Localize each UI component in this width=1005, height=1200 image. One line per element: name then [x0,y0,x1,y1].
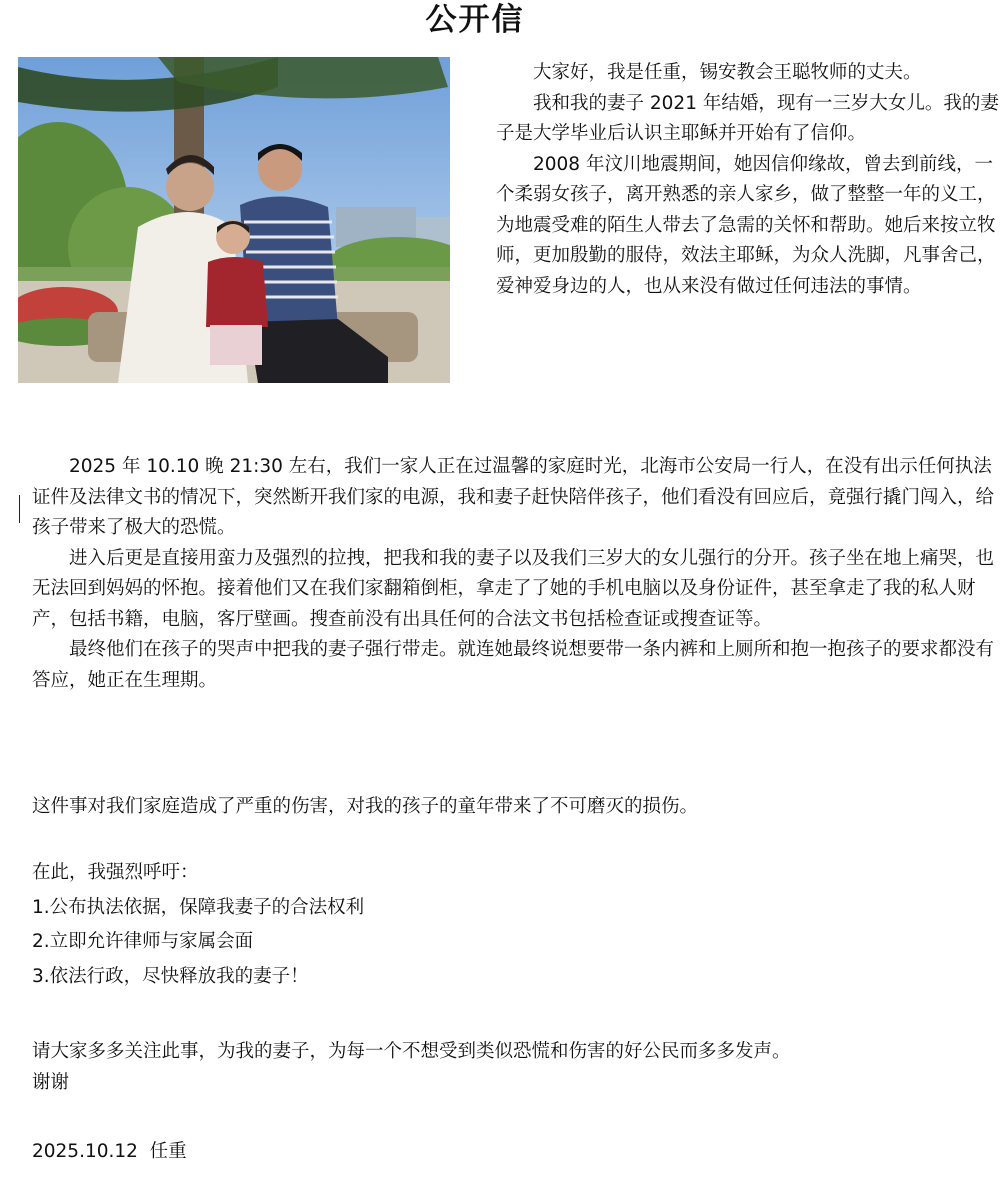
intro-background: 2008 年汶川地震期间，她因信仰缘故，曾去到前线，一个柔弱女孩子，离开熟悉的亲人家乡，做了整整一年的义工，为地震受难的陌生人带去了急需的关怀和帮助。她后来按立牧师，更加殷勤的服侍，效法主耶稣，为众人洗脚，凡事舍己，爱神爱身边的人，也从来没有做过任何违法的事情。 [496,153,996,297]
appeal-item: 1.公布执法依据，保障我妻子的合法权利 [32,896,365,918]
signature-line: 2025.10.12 任重 [32,1141,187,1162]
appeal-section [32,858,994,992]
family-photo [18,57,450,383]
family-photo-image [18,57,450,383]
appeal-intro: 在此，我强烈呼吁： [32,862,199,883]
appeal-item: 3.依法行政，尽快释放我的妻子！ [32,965,309,987]
intro-greeting: 大家好，我是任重，锡安教会王聪牧师的丈夫。 [533,62,922,83]
thanks-text: 谢谢 [32,1071,70,1093]
harm-statement: 这件事对我们家庭造成了严重的伤害，对我的孩子的童年带来了不可磨灭的损伤。 [32,796,699,817]
intro-text [496,58,1000,302]
text-cursor-mark [19,495,20,523]
incident-paragraph: 2025 年 10.10 晚 21:30 左右，我们一家人正在过温馨的家庭时光，北海市公安局一行人，在没有出示任何执法证件及法律文书的情况下，突然断开我们家的电源，我和妻子赶快陪伴孩子，他们看没有回应后，竟强行撬门闯入，给孩子带来了极大的恐慌。 [32,456,995,538]
detention-paragraph: 最终他们在孩子的哭声中把我的妻子强行带走。就连她最终说想要带一条内裤和上厕所和抱一抱孩子的要求都没有答应，她正在生理期。 [32,639,995,691]
letter-title: 公开信 [425,2,525,38]
appeal-item: 2.立即允许律师与家属会面 [32,931,254,952]
closing-section [32,1037,994,1098]
closing-text: 请大家多多关注此事，为我的妻子，为每一个不想受到类似恐慌和伤害的好公民而多多发声。 [32,1041,791,1062]
intro-marriage: 我和我的妻子 2021 年结婚，现有一三岁大女儿。我的妻子是大学毕业后认识主耶稣并开始有了信仰。 [496,92,999,144]
search-paragraph: 进入后更是直接用蛮力及强烈的拉拽，把我和我的妻子以及我们三岁大的女儿强行的分开。孩子坐在地上痛哭，也无法回到妈妈的怀抱。接着他们又在我们家翻箱倒柜，拿走了了她的手机电脑以及身份证件，甚至拿走了我的私人财产，包括书籍，电脑，客厅壁画。搜查前没有出具任何的合法文书包括检查证或搜查证等。 [32,547,995,630]
incident-section [32,452,994,696]
